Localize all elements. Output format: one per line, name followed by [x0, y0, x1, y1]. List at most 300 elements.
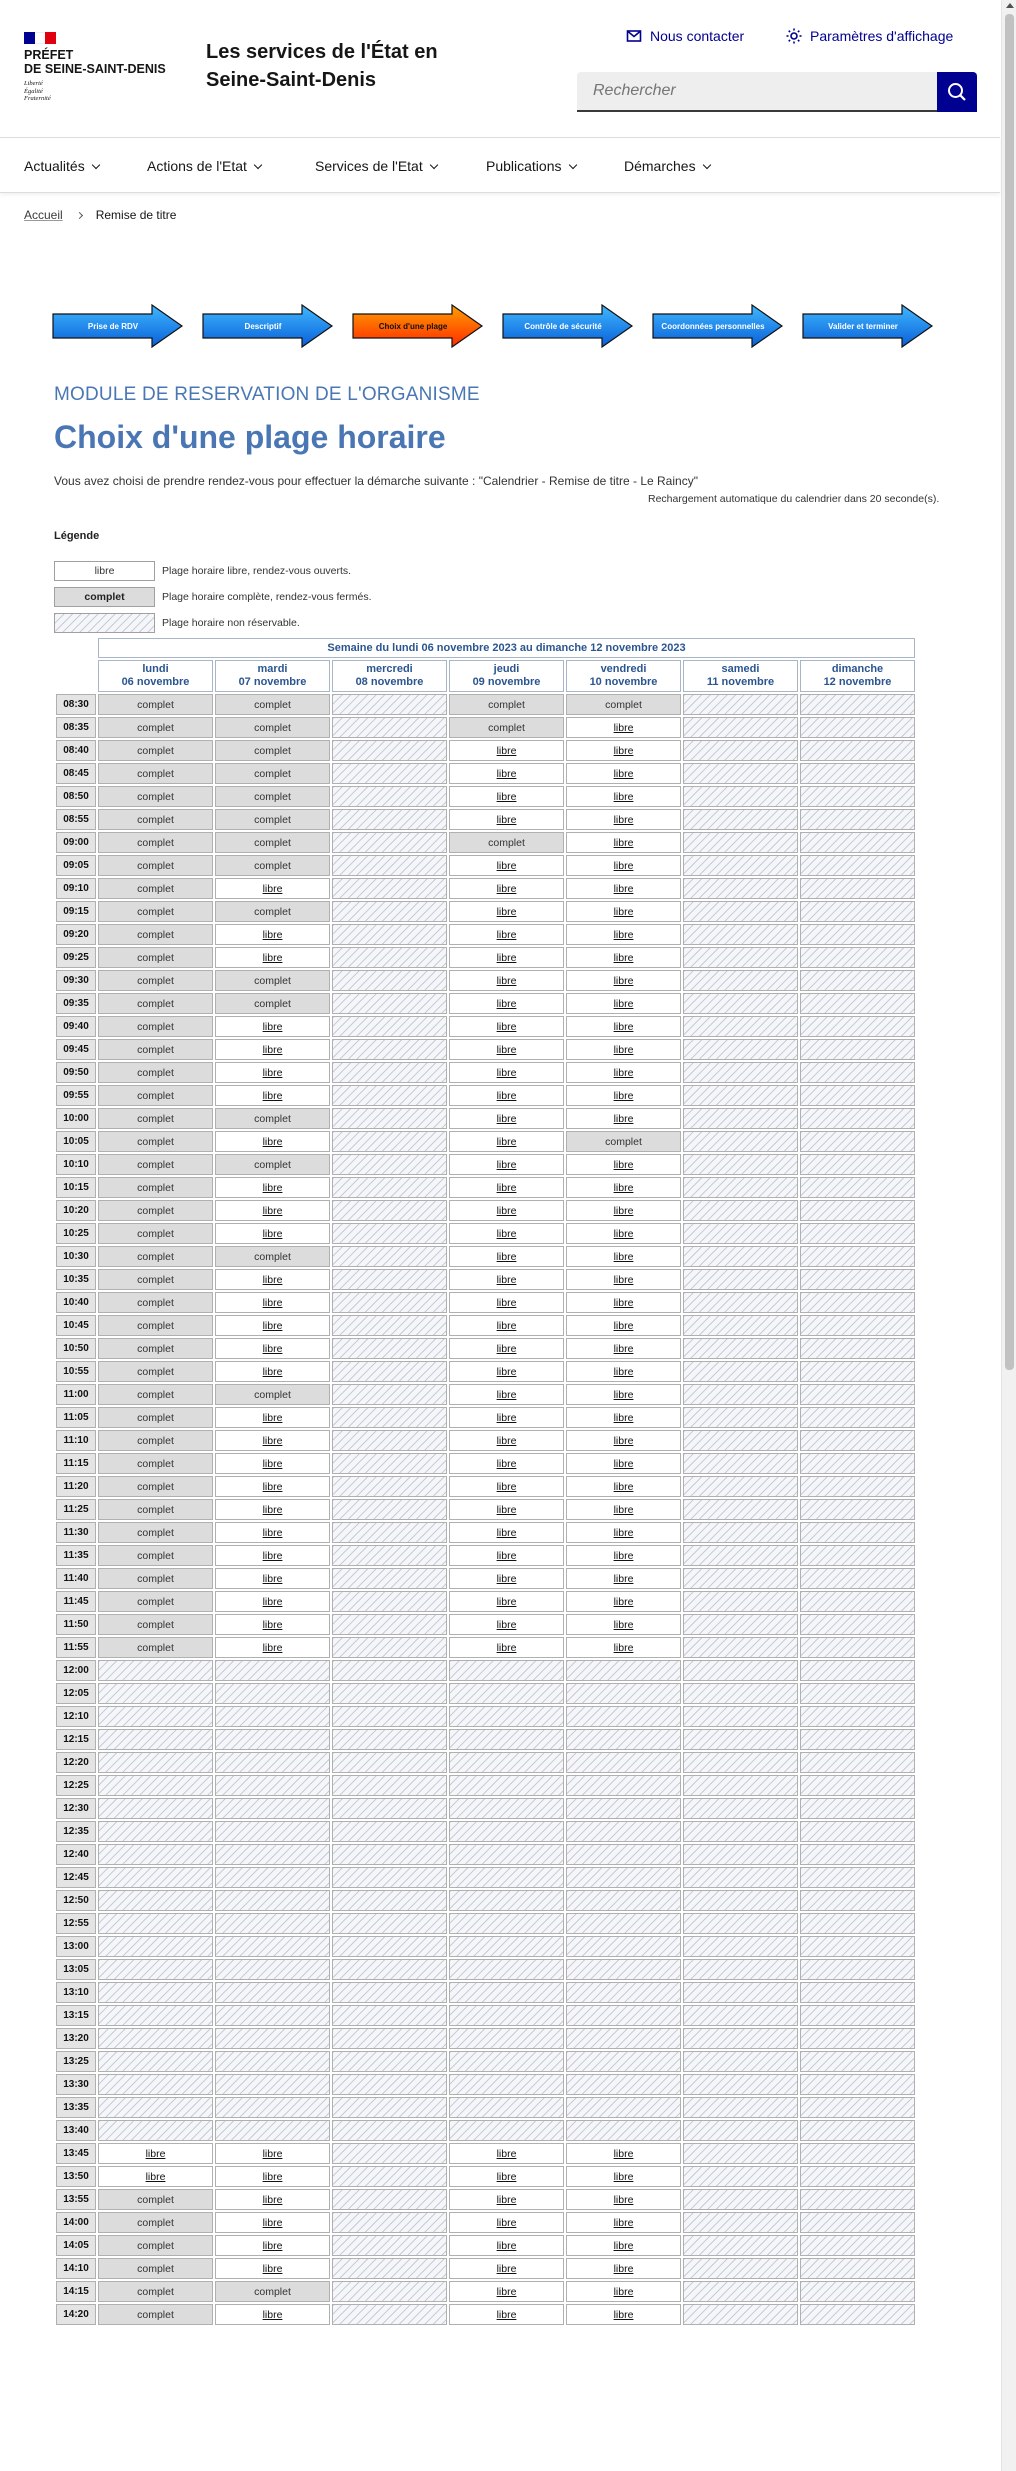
slot-libre[interactable]: [449, 1016, 564, 1037]
slot-libre[interactable]: [566, 2166, 681, 2187]
slot-libre[interactable]: [215, 1292, 330, 1313]
slot-libre[interactable]: [566, 1039, 681, 1060]
slot-libre-link[interactable]: libre: [613, 1549, 634, 1562]
slot-libre[interactable]: [215, 1568, 330, 1589]
slot-libre-link[interactable]: libre: [262, 2193, 283, 2206]
slot-libre-link[interactable]: libre: [262, 1296, 283, 1309]
slot-libre[interactable]: [449, 1361, 564, 1382]
site-title[interactable]: Les services de l'État en Seine-Saint-Denis: [206, 41, 438, 91]
slot-libre[interactable]: [215, 1315, 330, 1336]
slot-libre[interactable]: [215, 1361, 330, 1382]
slot-libre[interactable]: [215, 1407, 330, 1428]
slot-libre-link[interactable]: libre: [613, 928, 634, 941]
slot-libre[interactable]: [566, 2304, 681, 2325]
slot-libre-link[interactable]: libre: [262, 2262, 283, 2275]
search-input[interactable]: [577, 72, 937, 112]
day-header-dimanche: [800, 660, 915, 692]
slot-libre-link[interactable]: libre: [496, 882, 517, 895]
slot-libre[interactable]: [215, 2189, 330, 2210]
slot-libre-link[interactable]: libre: [496, 1411, 517, 1424]
time-slot-label: 08:55: [56, 809, 96, 830]
slot-libre-link[interactable]: libre: [613, 2216, 634, 2229]
slot-libre-link[interactable]: libre: [613, 1273, 634, 1286]
slot-libre-link[interactable]: libre: [496, 1388, 517, 1401]
slot-libre-link[interactable]: libre: [496, 1227, 517, 1240]
slot-libre-link[interactable]: libre: [613, 2285, 634, 2298]
slot-libre[interactable]: [215, 2258, 330, 2279]
slot-libre[interactable]: [449, 2189, 564, 2210]
slot-libre-link[interactable]: libre: [262, 1480, 283, 1493]
slot-libre-link[interactable]: libre: [262, 1549, 283, 1562]
slot-libre-link[interactable]: libre: [613, 2193, 634, 2206]
slot-libre[interactable]: [566, 1200, 681, 1221]
slot-libre-link[interactable]: libre: [262, 1434, 283, 1447]
slot-libre[interactable]: [215, 1269, 330, 1290]
slot-libre-link[interactable]: libre: [613, 1572, 634, 1585]
slot-libre-link[interactable]: libre: [496, 1066, 517, 1079]
slot-libre[interactable]: [449, 740, 564, 761]
slot-libre-link[interactable]: libre: [496, 2285, 517, 2298]
slot-libre[interactable]: [566, 1545, 681, 1566]
slot-libre-link[interactable]: libre: [262, 2308, 283, 2321]
slot-libre[interactable]: [566, 2212, 681, 2233]
slot-libre-link[interactable]: libre: [496, 2193, 517, 2206]
slot-libre-link[interactable]: libre: [613, 859, 634, 872]
slot-libre-link[interactable]: libre: [496, 905, 517, 918]
slot-libre[interactable]: [215, 1177, 330, 1198]
slot-libre[interactable]: [566, 878, 681, 899]
scrollbar-thumb[interactable]: [1005, 14, 1014, 1370]
slot-libre-link[interactable]: libre: [496, 2308, 517, 2321]
slot-libre-link[interactable]: libre: [613, 1457, 634, 1470]
slot-libre-link[interactable]: libre: [262, 951, 283, 964]
slot-libre-link[interactable]: libre: [613, 1480, 634, 1493]
time-slot-label: 09:30: [56, 970, 96, 991]
slot-libre-link[interactable]: libre: [496, 1503, 517, 1516]
slot-libre-link[interactable]: libre: [613, 2170, 634, 2183]
slot-libre[interactable]: [566, 1223, 681, 1244]
slot-libre-link[interactable]: libre: [262, 1181, 283, 1194]
slot-libre-link[interactable]: libre: [496, 1020, 517, 1033]
slot-libre-link[interactable]: libre: [496, 951, 517, 964]
scroll-up-arrow-icon[interactable]: [1006, 3, 1014, 8]
slot-libre-link[interactable]: libre: [613, 2147, 634, 2160]
slot-libre[interactable]: [449, 855, 564, 876]
slot-libre-link[interactable]: libre: [613, 1388, 634, 1401]
slot-libre[interactable]: [449, 786, 564, 807]
slot-libre[interactable]: [449, 1591, 564, 1612]
slot-libre-link[interactable]: libre: [496, 974, 517, 987]
slot-libre-link[interactable]: libre: [613, 1089, 634, 1102]
slot-libre-link[interactable]: libre: [262, 882, 283, 895]
nav-item-actualites[interactable]: [24, 138, 99, 194]
slot-libre[interactable]: [215, 924, 330, 945]
slot-libre-link[interactable]: libre: [496, 813, 517, 826]
slot-libre[interactable]: [449, 878, 564, 899]
slot-libre-link[interactable]: libre: [262, 1457, 283, 1470]
slot-libre[interactable]: [449, 970, 564, 991]
slot-libre[interactable]: [215, 2235, 330, 2256]
slot-libre[interactable]: [449, 1039, 564, 1060]
slot-libre-link[interactable]: libre: [613, 721, 634, 734]
slot-libre[interactable]: [449, 1062, 564, 1083]
slot-libre[interactable]: [449, 809, 564, 830]
time-slot-label: 11:40: [56, 1568, 96, 1589]
slot-libre[interactable]: [566, 1522, 681, 1543]
slot-libre-link[interactable]: libre: [496, 1135, 517, 1148]
slot-libre-link[interactable]: libre: [613, 744, 634, 757]
slot-libre-link[interactable]: libre: [613, 951, 634, 964]
slot-libre-link[interactable]: libre: [613, 882, 634, 895]
slot-libre[interactable]: [566, 1384, 681, 1405]
slot-libre-link[interactable]: libre: [262, 2239, 283, 2252]
display-settings-link[interactable]: [786, 28, 953, 44]
slot-libre-link[interactable]: libre: [496, 2239, 517, 2252]
slot-non-reservable: [332, 1982, 447, 2003]
slot-libre-link[interactable]: libre: [262, 1595, 283, 1608]
slot-libre[interactable]: [566, 2143, 681, 2164]
slot-libre-link[interactable]: libre: [262, 1526, 283, 1539]
slot-libre[interactable]: [215, 1039, 330, 1060]
slot-libre[interactable]: [566, 763, 681, 784]
slot-libre[interactable]: [449, 2166, 564, 2187]
slot-libre-link[interactable]: libre: [496, 1549, 517, 1562]
slot-libre-link[interactable]: libre: [496, 1365, 517, 1378]
slot-libre-link[interactable]: libre: [496, 2170, 517, 2183]
slot-libre-link[interactable]: libre: [262, 1135, 283, 1148]
slot-libre[interactable]: [449, 1499, 564, 1520]
slot-complet: complet: [98, 1499, 213, 1520]
slot-libre-link[interactable]: libre: [262, 2147, 283, 2160]
slot-libre[interactable]: [449, 1522, 564, 1543]
slot-libre-link[interactable]: libre: [496, 1296, 517, 1309]
slot-libre[interactable]: [566, 1177, 681, 1198]
slot-libre-link[interactable]: libre: [496, 1204, 517, 1217]
slot-libre[interactable]: [449, 1476, 564, 1497]
slot-libre-link[interactable]: libre: [496, 1250, 517, 1263]
slot-libre[interactable]: [449, 1384, 564, 1405]
slot-libre-link[interactable]: libre: [496, 1319, 517, 1332]
slot-libre[interactable]: [215, 1499, 330, 1520]
slot-libre-link[interactable]: libre: [613, 1250, 634, 1263]
slot-libre[interactable]: [215, 1522, 330, 1543]
slot-libre[interactable]: [566, 1315, 681, 1336]
slot-libre[interactable]: [215, 1614, 330, 1635]
slot-libre[interactable]: [449, 1223, 564, 1244]
slot-libre-link[interactable]: libre: [613, 1365, 634, 1378]
slot-libre-link[interactable]: libre: [613, 997, 634, 1010]
slot-libre-link[interactable]: libre: [613, 1204, 634, 1217]
slot-libre[interactable]: [566, 901, 681, 922]
slot-libre-link[interactable]: libre: [496, 1112, 517, 1125]
slot-libre[interactable]: [566, 1430, 681, 1451]
slot-libre[interactable]: [449, 1154, 564, 1175]
legend-non-reservable: [54, 613, 300, 633]
slot-libre-link[interactable]: libre: [496, 997, 517, 1010]
slot-libre-link[interactable]: libre: [496, 2262, 517, 2275]
slot-libre-link[interactable]: libre: [496, 1641, 517, 1654]
slot-libre[interactable]: [566, 1154, 681, 1175]
contact-link[interactable]: [626, 28, 744, 44]
slot-libre-link[interactable]: libre: [262, 2170, 283, 2183]
slot-libre[interactable]: [566, 2189, 681, 2210]
slot-libre[interactable]: [98, 2166, 213, 2187]
slot-libre-link[interactable]: libre: [496, 1572, 517, 1585]
slot-libre[interactable]: [566, 1269, 681, 1290]
slot-non-reservable: [683, 2051, 798, 2072]
slot-libre-link[interactable]: libre: [613, 836, 634, 849]
slot-libre-link[interactable]: libre: [613, 1043, 634, 1056]
slot-libre-link[interactable]: libre: [496, 1457, 517, 1470]
slot-libre-link[interactable]: libre: [613, 1411, 634, 1424]
slot-libre-link[interactable]: libre: [613, 1618, 634, 1631]
slot-libre-link[interactable]: libre: [262, 2216, 283, 2229]
slot-libre[interactable]: [566, 1085, 681, 1106]
slot-libre[interactable]: [566, 993, 681, 1014]
slot-libre-link[interactable]: libre: [613, 974, 634, 987]
slot-libre[interactable]: [449, 1453, 564, 1474]
slot-libre[interactable]: [566, 1108, 681, 1129]
slot-libre[interactable]: [449, 924, 564, 945]
slot-libre-link[interactable]: libre: [496, 2147, 517, 2160]
slot-libre-link[interactable]: libre: [613, 1434, 634, 1447]
slot-libre[interactable]: [215, 1637, 330, 1658]
slot-libre[interactable]: [566, 1062, 681, 1083]
slot-libre[interactable]: [449, 1177, 564, 1198]
slot-libre-link[interactable]: libre: [496, 1434, 517, 1447]
slot-libre[interactable]: [449, 1430, 564, 1451]
slot-libre-link[interactable]: libre: [262, 1204, 283, 1217]
slot-libre[interactable]: [566, 1499, 681, 1520]
slot-libre-link[interactable]: libre: [262, 1319, 283, 1332]
slot-libre[interactable]: [215, 1062, 330, 1083]
slot-libre-link[interactable]: libre: [262, 1066, 283, 1079]
day-header-vendredi: [566, 660, 681, 692]
slot-libre[interactable]: [449, 2304, 564, 2325]
slot-libre[interactable]: [449, 1568, 564, 1589]
slot-libre-link[interactable]: libre: [613, 905, 634, 918]
slot-libre-link[interactable]: libre: [613, 1342, 634, 1355]
slot-libre-link[interactable]: libre: [262, 1411, 283, 1424]
slot-libre[interactable]: [449, 1614, 564, 1635]
slot-libre-link[interactable]: libre: [496, 1342, 517, 1355]
slot-libre[interactable]: [215, 2143, 330, 2164]
slot-libre[interactable]: [566, 1016, 681, 1037]
slot-libre-link[interactable]: libre: [613, 1020, 634, 1033]
slot-non-reservable: [683, 1890, 798, 1911]
slot-libre[interactable]: [449, 2212, 564, 2233]
slot-libre[interactable]: [449, 1637, 564, 1658]
slot-libre-link[interactable]: libre: [496, 928, 517, 941]
prefecture-logo[interactable]: [24, 32, 174, 103]
slot-libre-link[interactable]: libre: [613, 1158, 634, 1171]
slot-libre[interactable]: [566, 1361, 681, 1382]
slot-libre[interactable]: [215, 947, 330, 968]
table-row: [56, 1338, 915, 1359]
slot-libre[interactable]: [215, 1131, 330, 1152]
slot-libre-link[interactable]: libre: [496, 2216, 517, 2229]
slot-libre-link[interactable]: libre: [262, 1089, 283, 1102]
slot-libre-link[interactable]: libre: [496, 1526, 517, 1539]
slot-libre[interactable]: [566, 809, 681, 830]
slot-libre-link[interactable]: libre: [262, 1572, 283, 1585]
slot-libre-link[interactable]: libre: [496, 767, 517, 780]
slot-libre[interactable]: [215, 1338, 330, 1359]
slot-libre-link[interactable]: libre: [613, 2239, 634, 2252]
slot-libre[interactable]: [566, 1246, 681, 1267]
slot-libre[interactable]: [449, 1085, 564, 1106]
slot-libre-link[interactable]: libre: [262, 1365, 283, 1378]
slot-libre[interactable]: [566, 786, 681, 807]
slot-libre[interactable]: [449, 1131, 564, 1152]
slot-libre[interactable]: [566, 832, 681, 853]
slot-libre-link[interactable]: libre: [613, 2308, 634, 2321]
legend-non-reservable-swatch: [54, 613, 155, 633]
slot-libre[interactable]: [449, 1246, 564, 1267]
slot-libre-link[interactable]: libre: [613, 1112, 634, 1125]
slot-libre[interactable]: [449, 763, 564, 784]
slot-non-reservable: [332, 1752, 447, 1773]
slot-libre[interactable]: [566, 970, 681, 991]
slot-libre[interactable]: [449, 1108, 564, 1129]
slot-libre[interactable]: [566, 1637, 681, 1658]
slot-libre[interactable]: [215, 2166, 330, 2187]
slot-complet: complet: [98, 740, 213, 761]
slot-libre[interactable]: [449, 2235, 564, 2256]
slot-libre[interactable]: [566, 924, 681, 945]
nav-item-publications[interactable]: [486, 138, 576, 194]
slot-libre-link[interactable]: libre: [613, 1296, 634, 1309]
slot-libre-link[interactable]: libre: [496, 1273, 517, 1286]
slot-libre-link[interactable]: libre: [496, 1480, 517, 1493]
slot-libre-link[interactable]: libre: [262, 1618, 283, 1631]
slot-libre-link[interactable]: libre: [496, 859, 517, 872]
time-slot-label: 12:10: [56, 1706, 96, 1727]
nav-item-services[interactable]: [315, 138, 437, 194]
slot-libre-link[interactable]: libre: [262, 1043, 283, 1056]
slot-libre[interactable]: [215, 878, 330, 899]
slot-libre[interactable]: [449, 2258, 564, 2279]
slot-libre[interactable]: [566, 1338, 681, 1359]
slot-libre-link[interactable]: libre: [145, 2170, 166, 2183]
slot-libre[interactable]: [449, 1407, 564, 1428]
slot-libre[interactable]: [566, 1614, 681, 1635]
slot-libre[interactable]: [215, 1476, 330, 1497]
slot-libre-link[interactable]: libre: [496, 1181, 517, 1194]
slot-libre[interactable]: [449, 2281, 564, 2302]
header: [0, 0, 1000, 136]
slot-libre[interactable]: [215, 1085, 330, 1106]
slot-libre[interactable]: [566, 717, 681, 738]
slot-libre-link[interactable]: libre: [262, 1227, 283, 1240]
slot-libre-link[interactable]: libre: [496, 744, 517, 757]
slot-libre-link[interactable]: libre: [613, 767, 634, 780]
slot-complet: complet: [98, 1614, 213, 1635]
slot-libre[interactable]: [566, 740, 681, 761]
slot-libre-link[interactable]: libre: [496, 1595, 517, 1608]
slot-libre[interactable]: [449, 1545, 564, 1566]
slot-libre[interactable]: [449, 901, 564, 922]
slot-libre[interactable]: [566, 1292, 681, 1313]
slot-libre[interactable]: [449, 1200, 564, 1221]
slot-libre-link[interactable]: libre: [613, 1181, 634, 1194]
slot-libre-link[interactable]: libre: [496, 790, 517, 803]
slot-libre[interactable]: [215, 1453, 330, 1474]
slot-libre-link[interactable]: libre: [262, 1503, 283, 1516]
slot-libre[interactable]: [566, 855, 681, 876]
slot-libre[interactable]: [215, 1430, 330, 1451]
slot-libre-link[interactable]: libre: [262, 1342, 283, 1355]
slot-complet: complet: [98, 2258, 213, 2279]
slot-libre[interactable]: [449, 993, 564, 1014]
slot-libre[interactable]: [566, 2281, 681, 2302]
slot-libre-link[interactable]: libre: [262, 928, 283, 941]
slot-libre[interactable]: [566, 1568, 681, 1589]
nav-item-actions[interactable]: [147, 138, 261, 194]
slot-libre[interactable]: [215, 1591, 330, 1612]
slot-libre[interactable]: [566, 1476, 681, 1497]
slot-libre-link[interactable]: libre: [613, 1066, 634, 1079]
slot-libre-link[interactable]: libre: [496, 1089, 517, 1102]
slot-libre-link[interactable]: libre: [613, 1503, 634, 1516]
slot-libre[interactable]: [449, 1292, 564, 1313]
slot-libre-link[interactable]: libre: [262, 1641, 283, 1654]
slot-libre[interactable]: [566, 1453, 681, 1474]
slot-libre[interactable]: [449, 947, 564, 968]
nav-item-demarches[interactable]: [624, 138, 710, 194]
slot-libre[interactable]: [566, 947, 681, 968]
slot-libre[interactable]: [449, 1269, 564, 1290]
search-button[interactable]: [937, 72, 977, 112]
slot-libre[interactable]: [215, 1545, 330, 1566]
slot-complet: complet: [449, 832, 564, 853]
slot-non-reservable: [449, 1660, 564, 1681]
slot-libre[interactable]: [566, 1591, 681, 1612]
slot-non-reservable: [332, 1384, 447, 1405]
slot-libre[interactable]: [215, 1200, 330, 1221]
slot-libre[interactable]: [215, 1223, 330, 1244]
slot-libre-link[interactable]: libre: [613, 1227, 634, 1240]
slot-libre-link[interactable]: libre: [613, 1641, 634, 1654]
slot-libre[interactable]: [449, 1338, 564, 1359]
slot-libre[interactable]: [215, 1016, 330, 1037]
slot-libre[interactable]: [566, 2235, 681, 2256]
slot-libre-link[interactable]: libre: [496, 1043, 517, 1056]
slot-libre-link[interactable]: libre: [262, 1273, 283, 1286]
slot-libre-link[interactable]: libre: [262, 1020, 283, 1033]
slot-libre[interactable]: [215, 2212, 330, 2233]
slot-libre-link[interactable]: libre: [496, 1158, 517, 1171]
slot-libre[interactable]: [449, 1315, 564, 1336]
slot-libre-link[interactable]: libre: [613, 1526, 634, 1539]
slot-libre[interactable]: [215, 2304, 330, 2325]
slot-libre-link[interactable]: libre: [613, 790, 634, 803]
slot-libre-link[interactable]: libre: [613, 1319, 634, 1332]
slot-libre-link[interactable]: libre: [496, 1618, 517, 1631]
slot-libre[interactable]: [449, 2143, 564, 2164]
page-scrollbar[interactable]: [1001, 0, 1016, 2471]
day-header-mardi: [215, 660, 330, 692]
slot-libre[interactable]: [98, 2143, 213, 2164]
slot-libre-link[interactable]: libre: [613, 2262, 634, 2275]
slot-libre-link[interactable]: libre: [145, 2147, 166, 2160]
slot-complet: complet: [98, 2281, 213, 2302]
slot-libre[interactable]: [566, 2258, 681, 2279]
breadcrumb-home[interactable]: Accueil: [24, 208, 63, 222]
slot-libre[interactable]: [566, 1407, 681, 1428]
slot-libre-link[interactable]: libre: [613, 1595, 634, 1608]
slot-libre-link[interactable]: libre: [613, 813, 634, 826]
